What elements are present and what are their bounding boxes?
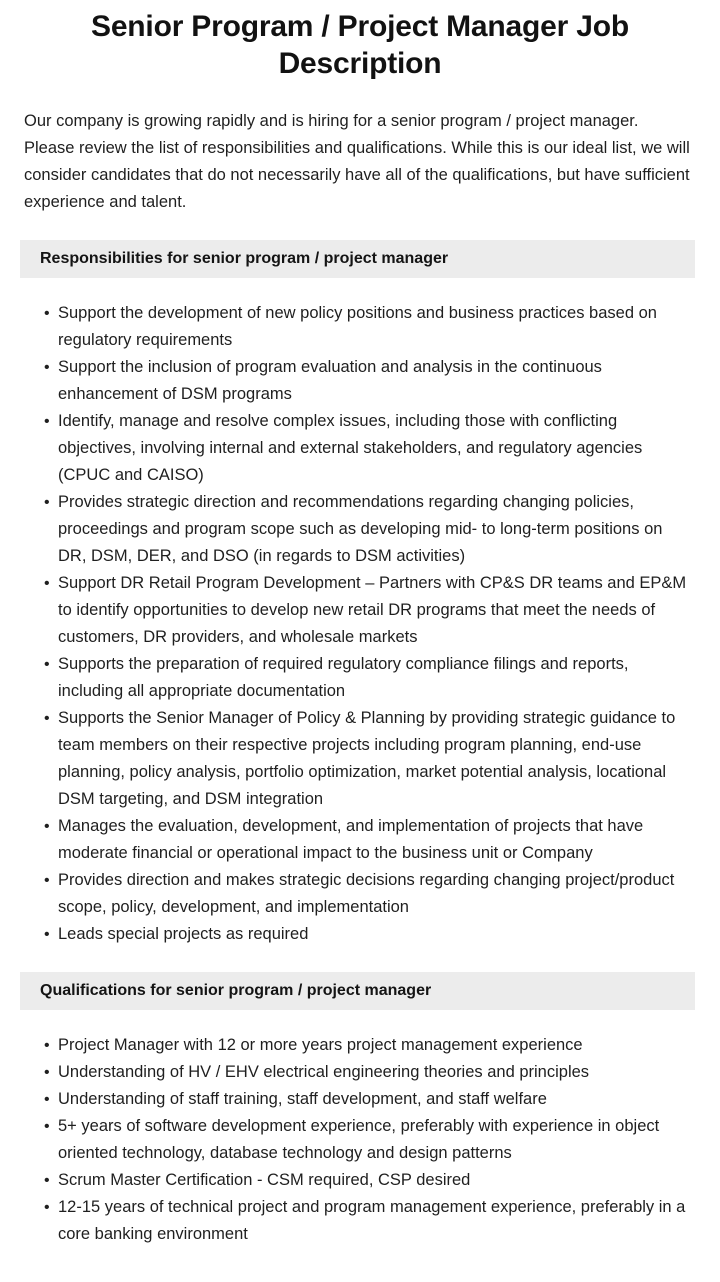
list-item: • Provides direction and makes strategic decisions regarding changing project/product scope, policy, development, and implementation <box>44 867 692 921</box>
list-item: • 5+ years of software development experience, preferably with experience in object oriented technology, database technology and design patterns <box>44 1113 692 1167</box>
list-item: • Supports the preparation of required regulatory compliance filings and reports, including all appropriate documentation <box>44 651 692 705</box>
list-item: • Support the inclusion of program evaluation and analysis in the continuous enhancement of DSM programs <box>44 354 692 408</box>
list-item: • 12-15 years of technical project and program management experience, preferably in a core banking environment <box>44 1194 692 1248</box>
list-item: • Identify, manage and resolve complex issues, including those with conflicting objectives, involving internal and external stakeholders, and regulatory agencies (CPUC and CAISO) <box>44 408 692 489</box>
page-title: Senior Program / Project Manager Job Description <box>91 10 629 80</box>
list-item: • Provides strategic direction and recommendations regarding changing policies, proceedings and program scope such as developing mid- to long-term positions on DR, DSM, DER, and DSO (in regards to DSM activities) <box>44 489 692 570</box>
list-item: • Understanding of staff training, staff development, and staff welfare <box>44 1086 692 1113</box>
list-item: • Leads special projects as required <box>44 921 692 948</box>
list-item: • Scrum Master Certification - CSM required, CSP desired <box>44 1167 692 1194</box>
responsibilities-list <box>0 278 720 948</box>
section-header-responsibilities: Responsibilities for senior program / project manager <box>20 240 695 278</box>
list-item: • Understanding of HV / EHV electrical engineering theories and principles <box>44 1059 692 1086</box>
intro-paragraph: Our company is growing rapidly and is hiring for a senior program / project manager. Please review the list of responsibilities and qualifications. While this is our ideal list, we will consider candidates that do not necessarily have all of the qualifications, but have sufficient experience and talent. <box>24 112 690 211</box>
list-item: • Manages the evaluation, development, and implementation of projects that have moderate financial or operational impact to the business unit or Company <box>44 813 692 867</box>
list-item: • Support DR Retail Program Development – Partners with CP&S DR teams and EP&M to identify opportunities to develop new retail DR programs that meet the needs of customers, DR providers, and wholesale markets <box>44 570 692 651</box>
section-header-qualifications: Qualifications for senior program / project manager <box>20 972 695 1010</box>
section-responsibilities <box>0 240 720 948</box>
list-item: • Support the development of new policy positions and business practices based on regulatory requirements <box>44 300 692 354</box>
qualifications-list <box>0 1010 720 1248</box>
list-item: • Project Manager with 12 or more years project management experience <box>44 1032 692 1059</box>
section-qualifications <box>0 972 720 1248</box>
page-bottom-spacer <box>0 1248 720 1282</box>
list-item: • Supports the Senior Manager of Policy & Planning by providing strategic guidance to team members on their respective projects including program planning, end-use planning, policy analysis, portfolio optimization, market potential analysis, locational DSM targeting, and DSM integration <box>44 705 692 813</box>
